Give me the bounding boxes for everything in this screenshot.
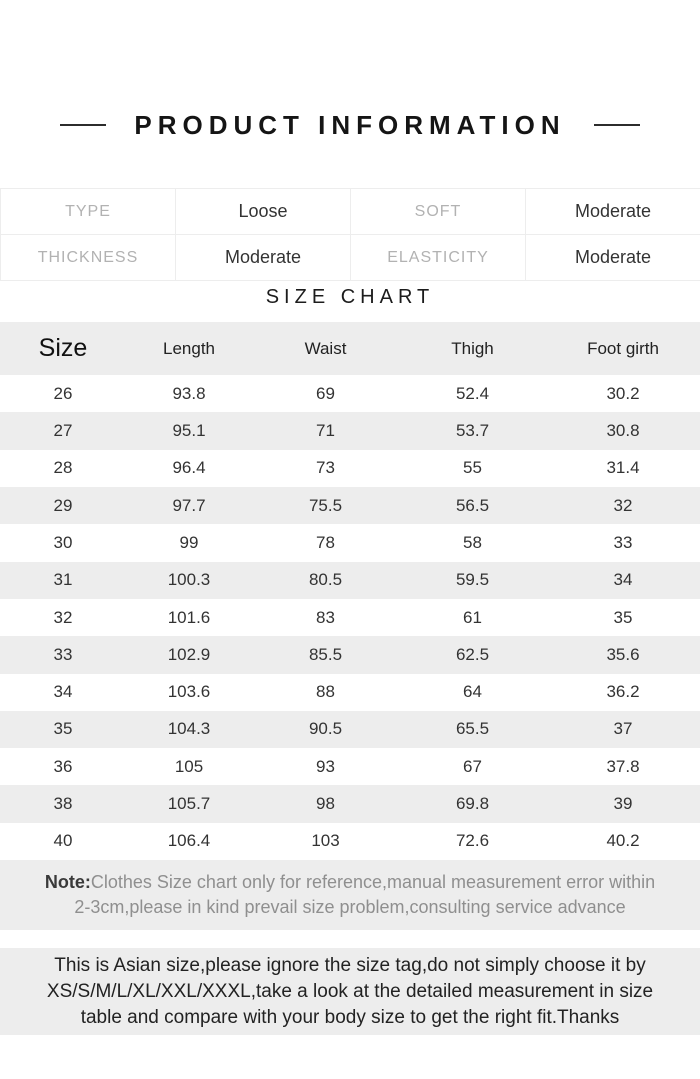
table-cell: 40.2 xyxy=(606,831,640,851)
table-cell: 101.6 xyxy=(167,607,211,627)
table-cell: 73 xyxy=(316,458,335,478)
note xyxy=(0,860,700,930)
table-cell: 80.5 xyxy=(308,570,343,590)
table-cell: 100.3 xyxy=(167,570,211,590)
note-text xyxy=(45,870,655,920)
column-header-foot-girth: Foot girth xyxy=(587,338,659,358)
table-row xyxy=(1,235,700,281)
note-line1: Clothes Size chart only for reference,manual measurement error within xyxy=(90,872,656,892)
column-header-size: Size xyxy=(38,334,88,362)
table-cell: 53.7 xyxy=(455,420,490,440)
table-row xyxy=(0,450,700,487)
table-cell: 64 xyxy=(463,682,482,702)
table-cell: 38 xyxy=(53,794,73,814)
product-information-header xyxy=(0,102,700,148)
table-cell: 32 xyxy=(53,607,73,627)
table-cell: 29 xyxy=(53,495,73,515)
table-cell: 35 xyxy=(53,719,73,739)
table-row xyxy=(0,562,700,599)
table-cell: 35 xyxy=(613,607,633,627)
table-row xyxy=(1,189,700,235)
table-row xyxy=(0,636,700,673)
table-row xyxy=(0,487,700,524)
table-row xyxy=(0,674,700,711)
info-value-soft: Moderate xyxy=(526,189,700,235)
table-cell: 34 xyxy=(613,570,633,590)
table-cell: 26 xyxy=(53,383,73,403)
asian-size-notice-text xyxy=(47,953,653,1031)
table-cell: 99 xyxy=(179,532,199,552)
table-cell: 106.4 xyxy=(167,831,211,851)
table-cell: 40 xyxy=(53,831,73,851)
table-cell: 39 xyxy=(613,794,633,814)
table-cell: 35.6 xyxy=(606,644,640,664)
table-cell: 67 xyxy=(463,756,482,776)
table-cell: 95.1 xyxy=(172,420,206,440)
table-cell: 30 xyxy=(53,532,73,552)
table-cell: 32 xyxy=(613,495,633,515)
table-cell: 102.9 xyxy=(167,644,211,664)
note-line2: 2-3cm,please in kind prevail size problem,consulting service advance xyxy=(74,897,626,917)
size-table-body xyxy=(0,375,700,860)
table-cell: 31 xyxy=(53,570,73,590)
table-row xyxy=(0,375,700,412)
size-chart-table xyxy=(0,322,700,860)
column-header-length: Length xyxy=(163,338,215,358)
title-divider-left xyxy=(60,124,106,126)
table-cell: 61 xyxy=(463,607,482,627)
table-cell: 36.2 xyxy=(606,682,640,702)
table-row xyxy=(0,711,700,748)
table-cell: 83 xyxy=(316,607,335,627)
table-cell: 78 xyxy=(316,532,335,552)
table-cell: 103 xyxy=(311,831,340,851)
table-cell: 93.8 xyxy=(172,383,206,403)
info-label-elasticity: ELASTICITY xyxy=(351,235,526,281)
table-cell: 33 xyxy=(53,644,73,664)
asian-size-notice xyxy=(0,948,700,1035)
table-cell: 72.6 xyxy=(455,831,490,851)
table-cell: 30.2 xyxy=(606,383,640,403)
table-cell: 69 xyxy=(316,383,335,403)
table-cell: 88 xyxy=(316,682,335,702)
table-cell: 93 xyxy=(316,756,335,776)
table-row xyxy=(0,599,700,636)
table-cell: 56.5 xyxy=(455,495,490,515)
table-cell: 37.8 xyxy=(606,756,640,776)
size-chart-title: SIZE CHART xyxy=(265,286,435,308)
size-table-header xyxy=(0,322,700,375)
table-cell: 71 xyxy=(316,420,335,440)
title-divider-right xyxy=(594,124,640,126)
table-cell: 105.7 xyxy=(167,794,211,814)
table-cell: 104.3 xyxy=(167,719,211,739)
table-cell: 27 xyxy=(53,420,73,440)
table-cell: 55 xyxy=(463,458,482,478)
info-value-elasticity: Moderate xyxy=(526,235,700,281)
table-cell: 52.4 xyxy=(455,383,490,403)
table-cell: 31.4 xyxy=(606,458,640,478)
info-value-thickness: Moderate xyxy=(176,235,351,281)
table-cell: 90.5 xyxy=(308,719,343,739)
table-cell: 103.6 xyxy=(167,682,211,702)
table-cell: 96.4 xyxy=(172,458,206,478)
table-cell: 62.5 xyxy=(455,644,490,664)
column-header-waist: Waist xyxy=(304,338,347,358)
table-row xyxy=(0,524,700,561)
table-cell: 69.8 xyxy=(455,794,490,814)
table-cell: 85.5 xyxy=(308,644,343,664)
table-cell: 33 xyxy=(613,532,633,552)
note-label: Note: xyxy=(44,872,91,892)
table-row xyxy=(0,785,700,822)
table-cell: 36 xyxy=(53,756,73,776)
notice-line3: table and compare with your body size to get the right fit.Thanks xyxy=(80,1006,620,1028)
info-label-type: TYPE xyxy=(1,189,176,235)
table-cell: 59.5 xyxy=(455,570,490,590)
table-cell: 65.5 xyxy=(455,719,490,739)
table-row xyxy=(0,748,700,785)
info-label-thickness: THICKNESS xyxy=(1,235,176,281)
table-cell: 75.5 xyxy=(308,495,343,515)
table-cell: 28 xyxy=(53,458,73,478)
notice-line2: XS/S/M/L/XL/XXL/XXXL,take a look at the detailed measurement in size xyxy=(46,980,654,1002)
table-row xyxy=(0,823,700,860)
table-cell: 30.8 xyxy=(606,420,640,440)
table-cell: 58 xyxy=(463,532,482,552)
table-cell: 34 xyxy=(53,682,73,702)
table-cell: 37 xyxy=(613,719,633,739)
product-info-table xyxy=(0,188,700,281)
info-value-type: Loose xyxy=(176,189,351,235)
table-row xyxy=(0,412,700,449)
table-cell: 98 xyxy=(316,794,335,814)
page-title: PRODUCT INFORMATION xyxy=(134,109,566,140)
table-cell: 97.7 xyxy=(172,495,206,515)
column-header-thigh: Thigh xyxy=(451,338,494,358)
table-cell: 105 xyxy=(174,756,204,776)
notice-line1: This is Asian size,please ignore the size tag,do not simply choose it by xyxy=(54,954,646,976)
info-label-soft: SOFT xyxy=(351,189,526,235)
